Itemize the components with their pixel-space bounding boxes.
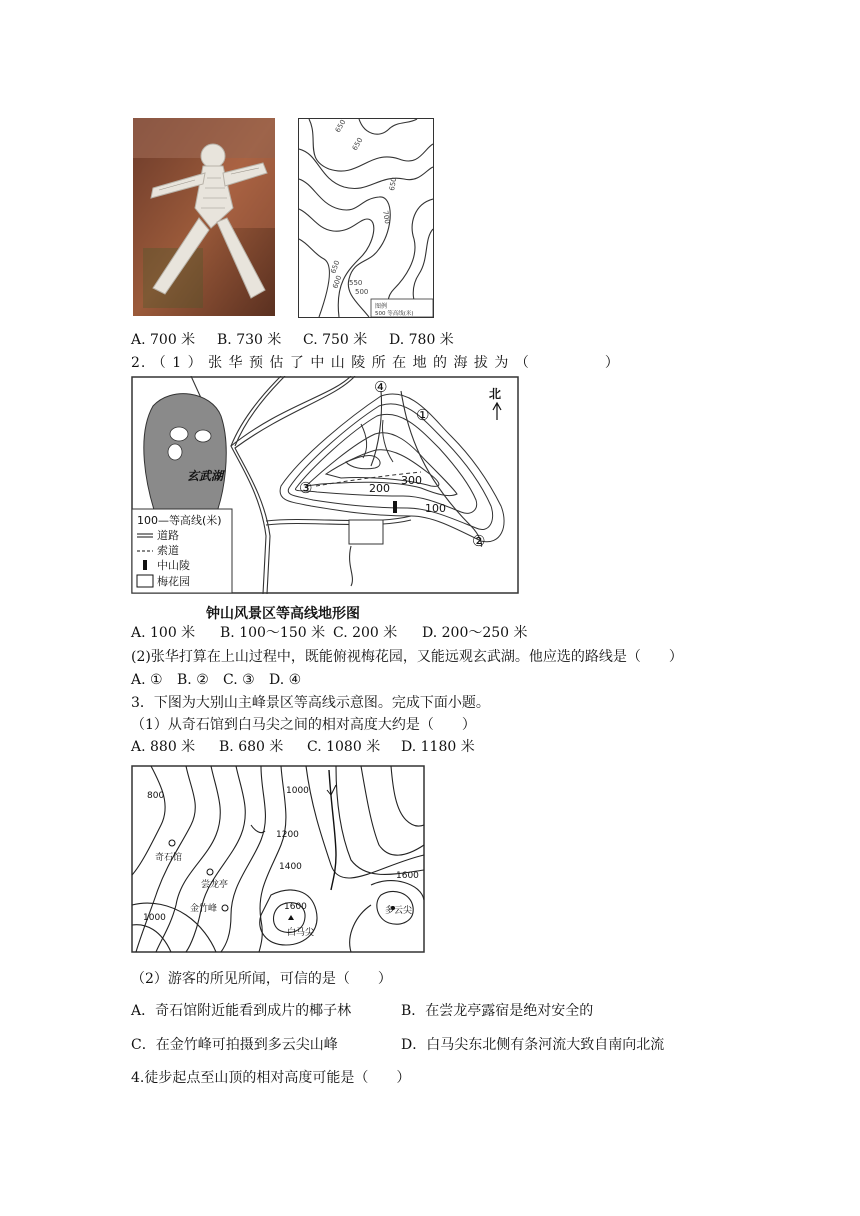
q3-sub2-option-d[interactable]: D．白马尖东北侧有条河流大致自南向北流: [401, 1037, 665, 1053]
contour-label: 650: [350, 136, 365, 152]
option-a[interactable]: A. 100 米: [131, 625, 196, 641]
place-jinzhufeng: 金竹峰: [190, 904, 218, 914]
q2-sub2-options: [131, 671, 301, 689]
map-caption: 钟山风景区等高线地形图: [206, 606, 360, 622]
contour-figure: [298, 118, 434, 318]
route-marker-1[interactable]: ①: [416, 406, 430, 424]
q2-sub2: (2)张华打算在上山过程中，既能俯视梅花园，又能远观玄武湖。他应选的路线是（ ）: [131, 649, 683, 665]
option-c[interactable]: C. 1080 米: [307, 739, 381, 755]
lake-label: 玄武湖: [187, 469, 224, 483]
contour-label-1000-top: 1000: [286, 786, 309, 796]
legend-plum-garden: 梅花园: [157, 575, 190, 588]
q3-sub2-option-c[interactable]: C．在金竹峰可拍摄到多云尖山峰: [131, 1037, 338, 1053]
contour-label: 500: [355, 288, 369, 296]
contour-label-1600-center: 1600: [284, 902, 307, 912]
legend-contour: 100—等高线(米): [137, 514, 222, 527]
contour-label-1200: 1200: [276, 830, 299, 840]
option-c[interactable]: C. ③: [223, 672, 255, 688]
place-duoyunjian: 多云尖: [385, 906, 413, 916]
photo-figure: [133, 118, 275, 316]
option-a[interactable]: A. 700 米: [131, 332, 196, 348]
q4-text: 4.徒步起点至山顶的相对高度可能是（ ）: [131, 1070, 411, 1086]
q3-title: 3．下图为大别山主峰景区等高线示意图。完成下面小题。: [131, 695, 490, 711]
zhongshan-map: [131, 376, 519, 594]
option-d[interactable]: D. 1180 米: [401, 739, 475, 755]
contour-label-200: 200: [369, 482, 390, 495]
legend-title: 图例: [375, 303, 388, 310]
option-c[interactable]: C. 200 米: [333, 625, 398, 641]
north-label: 北: [489, 387, 502, 401]
contour-label: 650: [333, 119, 348, 134]
option-b[interactable]: B. ②: [177, 672, 209, 688]
place-qishiguan: 奇石馆: [155, 853, 183, 863]
contour-label: 550: [349, 279, 363, 287]
q3-sub2-option-b[interactable]: B．在尝龙亭露宿是绝对安全的: [401, 1003, 594, 1019]
legend-item: 500 等高线(米): [375, 311, 414, 317]
option-b[interactable]: B. 100～150 米: [220, 625, 326, 641]
contour-label-1400: 1400: [279, 862, 302, 872]
q3-sub2-option-a[interactable]: A．奇石馆附近能看到成片的椰子林: [131, 1003, 352, 1019]
q2-sub1-options: [131, 624, 528, 642]
option-d[interactable]: D. 200～250 米: [422, 625, 528, 641]
q3-sub1: （1）从奇石馆到白马尖之间的相对高度大约是（ ）: [131, 717, 476, 733]
legend-cableway: 索道: [157, 544, 179, 557]
contour-label: 700: [381, 209, 392, 225]
contour-label-100: 100: [425, 502, 446, 515]
option-b[interactable]: B. 680 米: [219, 739, 284, 755]
q2-title: 2. （ 1 ） 张 华 预 估 了 中 山 陵 所 在 地 的 海 拔 为 （ ）: [131, 355, 620, 371]
q1-options: [131, 331, 454, 349]
contour-label-1000-west: 1000: [143, 913, 166, 923]
option-a[interactable]: A. 880 米: [131, 739, 196, 755]
contour-label-800: 800: [147, 791, 165, 801]
legend-road: 道路: [157, 529, 179, 542]
option-a[interactable]: A. ①: [131, 672, 163, 688]
contour-label-1600-east: 1600: [396, 871, 419, 881]
q3-sub2: （2）游客的所见所闻，可信的是（ ）: [131, 971, 392, 987]
plum-garden-icon: [349, 520, 383, 544]
option-b[interactable]: B. 730 米: [217, 332, 282, 348]
option-c[interactable]: C. 750 米: [303, 332, 368, 348]
contour-label: 650: [329, 259, 342, 275]
route-marker-3[interactable]: ③: [299, 479, 313, 497]
contour-label-300: 300: [401, 474, 422, 487]
option-d[interactable]: D. ④: [269, 672, 302, 688]
place-changlongting: 尝龙亭: [201, 880, 229, 890]
route-marker-2[interactable]: ②: [472, 532, 486, 550]
dabieshan-map: [131, 765, 425, 953]
q3-sub1-options: [131, 738, 475, 756]
mausoleum-icon: [393, 501, 397, 513]
legend-mausoleum: 中山陵: [157, 559, 190, 572]
contour-label: 600: [331, 274, 344, 290]
option-d[interactable]: D. 780 米: [389, 332, 454, 348]
place-baimajian: 白马尖: [287, 928, 315, 938]
contour-label: 650: [388, 176, 399, 192]
route-marker-4[interactable]: ④: [374, 378, 388, 396]
